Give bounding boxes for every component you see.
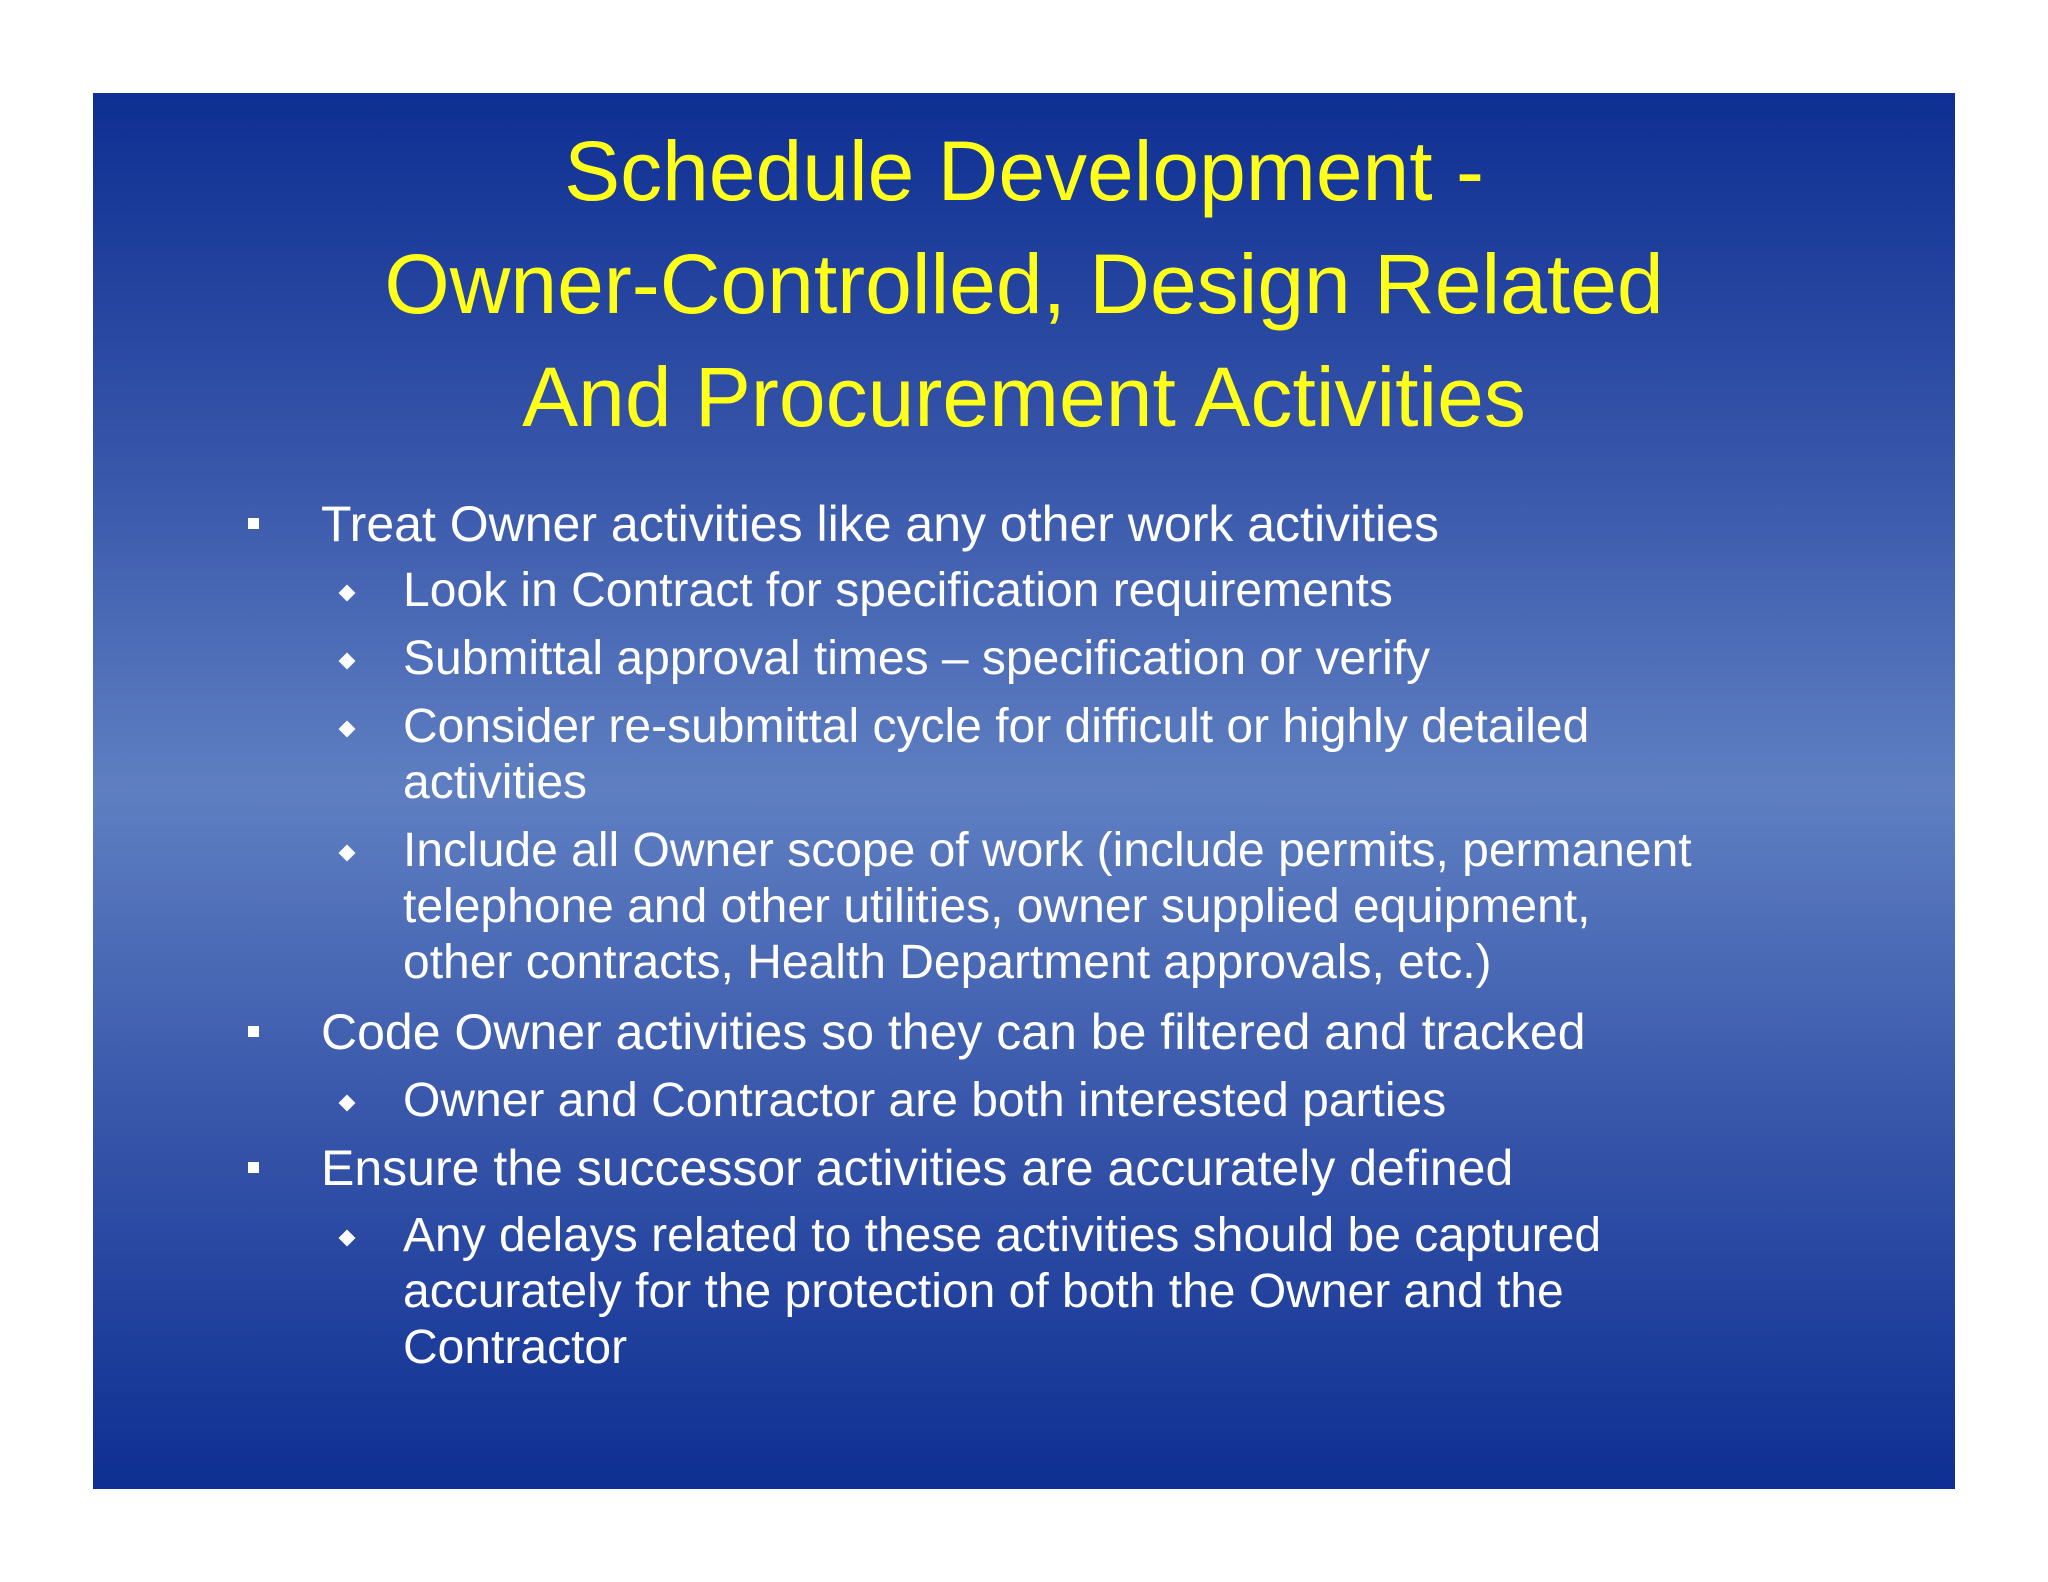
title-line-1: Schedule Development -	[564, 124, 1484, 218]
slide	[93, 93, 1955, 1489]
bullet-text: Treat Owner activities like any other work activities	[321, 496, 1439, 552]
diamond-bullet-icon	[339, 845, 356, 862]
bullet-item	[321, 1140, 1513, 1196]
title-line-2: Owner-Controlled, Design Related	[384, 237, 1664, 331]
sub-bullet-item	[403, 1073, 1903, 1129]
bullet-text: Ensure the successor activities are accurately defined	[321, 1140, 1514, 1196]
diamond-bullet-icon	[339, 1230, 356, 1247]
diamond-bullet-icon	[339, 585, 356, 602]
sub-bullet-text: Any delays related to these activities should be captured accurately for the protection of both the Owner and the Contractor	[403, 1209, 1602, 1374]
diamond-bullet-icon	[339, 1095, 356, 1112]
sub-bullet-item	[403, 1208, 1903, 1376]
square-bullet-icon	[248, 1162, 259, 1173]
sub-bullet-item	[403, 699, 1903, 811]
sub-bullet-text: Look in Contract for specification requirements	[403, 564, 1393, 617]
title-line-3: And Procurement Activities	[522, 350, 1526, 444]
sub-bullet-item	[403, 823, 1903, 991]
sub-bullet-text: Consider re-submittal cycle for difficult or highly detailed activities	[403, 700, 1590, 809]
square-bullet-icon	[248, 518, 259, 529]
bullet-item	[321, 496, 1439, 552]
sub-bullet-item	[403, 631, 1903, 687]
sub-bullet-text: Submittal approval times – specification or verify	[403, 632, 1431, 685]
diamond-bullet-icon	[339, 653, 356, 670]
sub-bullet-text: Owner and Contractor are both interested parties	[403, 1074, 1447, 1127]
bullet-item	[321, 1004, 1586, 1060]
square-bullet-icon	[248, 1026, 259, 1037]
bullet-text: Code Owner activities so they can be filtered and tracked	[321, 1004, 1586, 1060]
bullet-list	[93, 93, 1955, 1489]
diamond-bullet-icon	[339, 721, 356, 738]
sub-bullet-text: Include all Owner scope of work (include permits, permanent telephone and other utilities, owner supplied equipment, other contracts, Health Department approvals, etc.)	[403, 824, 1692, 989]
sub-bullet-item	[403, 563, 1903, 619]
